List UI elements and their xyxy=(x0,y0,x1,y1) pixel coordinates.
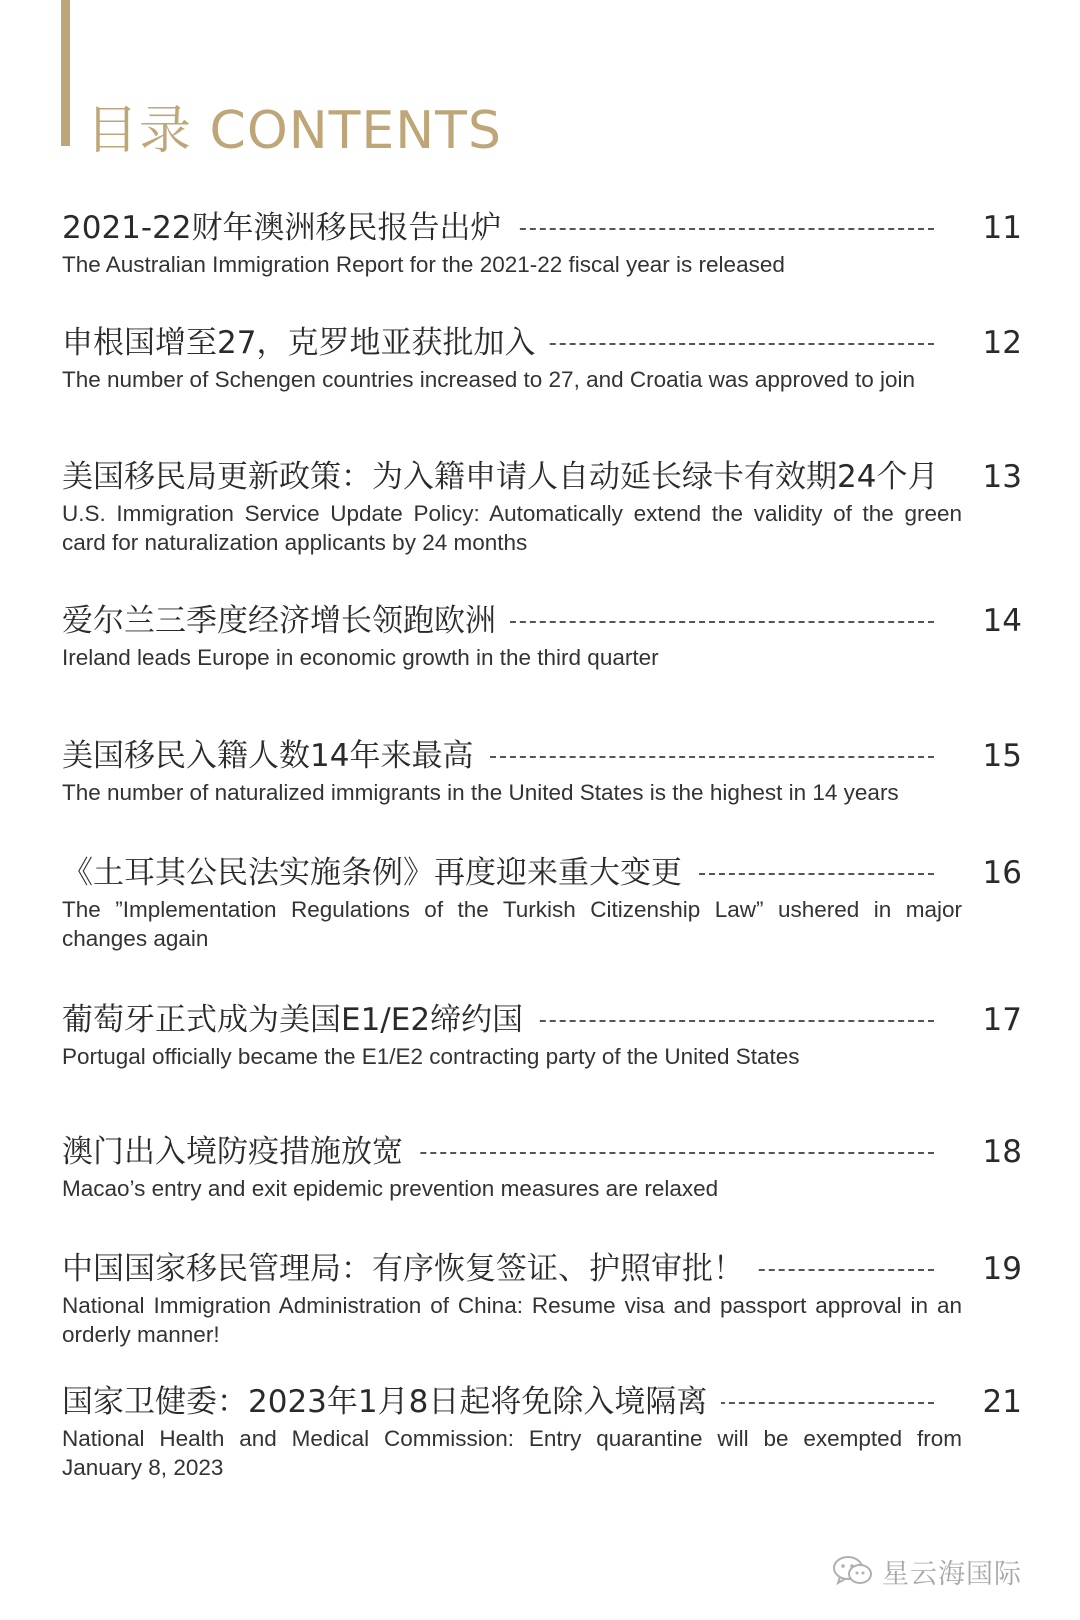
entry-title-cn: 葡萄牙正式成为美国E1/E2缔约国 xyxy=(62,998,537,1042)
entry-title-en: The ”Implementation Regulations of the Turkish Citizenship Law” ushered in major changes again xyxy=(62,897,962,951)
page-number: 16 xyxy=(982,855,1022,891)
toc-entry-3[interactable] xyxy=(62,455,1022,557)
entry-title-en: Portugal officially became the E1/E2 contracting party of the United States xyxy=(62,1044,800,1069)
entry-title-en: National Health and Medical Commission: Entry quarantine will be exempted from January 8, 2023 xyxy=(62,1426,962,1480)
entry-title-cn: 《土耳其公民法实施条例》再度迎来重大变更 xyxy=(62,851,696,895)
page-number: 19 xyxy=(982,1251,1022,1287)
entry-title-cn: 2021-22财年澳洲移民报告出炉 xyxy=(62,206,516,250)
page-number: 15 xyxy=(982,738,1022,774)
toc-entry-6[interactable] xyxy=(62,851,1022,953)
entry-title-en: The Australian Immigration Report for the 2021-22 fiscal year is released xyxy=(62,252,785,277)
entry-title-cn: 美国移民入籍人数14年来最高 xyxy=(62,734,487,778)
entry-title-en: National Immigration Administration of China: Resume visa and passport approval in an orderly manner! xyxy=(62,1293,962,1347)
watermark-text: 星云海国际 xyxy=(882,1558,1022,1590)
heading-accent-bar xyxy=(61,0,70,146)
entry-title-cn: 美国移民局更新政策：为入籍申请人自动延长绿卡有效期24个月 xyxy=(62,455,952,499)
entry-title-en: The number of naturalized immigrants in the United States is the highest in 14 years xyxy=(62,780,899,805)
entry-title-en: Macao’s entry and exit epidemic prevention measures are relaxed xyxy=(62,1176,719,1201)
entry-title-cn: 国家卫健委：2023年1月8日起将免除入境隔离 xyxy=(62,1380,721,1424)
entry-title-cn: 澳门出入境防疫措施放宽 xyxy=(62,1130,417,1174)
toc-entry-10[interactable] xyxy=(62,1380,1022,1482)
wechat-icon xyxy=(832,1555,874,1587)
toc-entry-1[interactable] xyxy=(62,206,1022,279)
watermark xyxy=(832,1553,1022,1589)
entry-title-en: The number of Schengen countries increased to 27, and Croatia was approved to join xyxy=(62,367,916,392)
toc-entry-9[interactable] xyxy=(62,1247,1022,1349)
page-number: 11 xyxy=(982,210,1022,246)
page-number: 21 xyxy=(982,1384,1022,1420)
page-number: 17 xyxy=(982,1002,1022,1038)
page-number: 18 xyxy=(982,1134,1022,1170)
toc-entry-5[interactable] xyxy=(62,734,1022,807)
toc-entry-8[interactable] xyxy=(62,1130,1022,1203)
entry-title-en: U.S. Immigration Service Update Policy: Automatically extend the validity of the green card for naturalization applicants by 24 months xyxy=(62,501,962,555)
toc-entry-7[interactable] xyxy=(62,998,1022,1071)
entry-title-en: Ireland leads Europe in economic growth in the third quarter xyxy=(62,645,659,670)
page-number: 13 xyxy=(982,459,1022,495)
toc-entry-2[interactable] xyxy=(62,321,1022,394)
page-number: 12 xyxy=(982,325,1022,361)
entry-title-cn: 申根国增至27，克罗地亚获批加入 xyxy=(62,321,549,365)
entry-title-cn: 爱尔兰三季度经济增长领跑欧洲 xyxy=(62,599,510,643)
page-number: 14 xyxy=(982,603,1022,639)
entry-title-cn: 中国国家移民管理局：有序恢复签证、护照审批！ xyxy=(62,1247,758,1291)
toc-entry-4[interactable] xyxy=(62,599,1022,672)
page-title: 目录 CONTENTS xyxy=(86,101,502,161)
